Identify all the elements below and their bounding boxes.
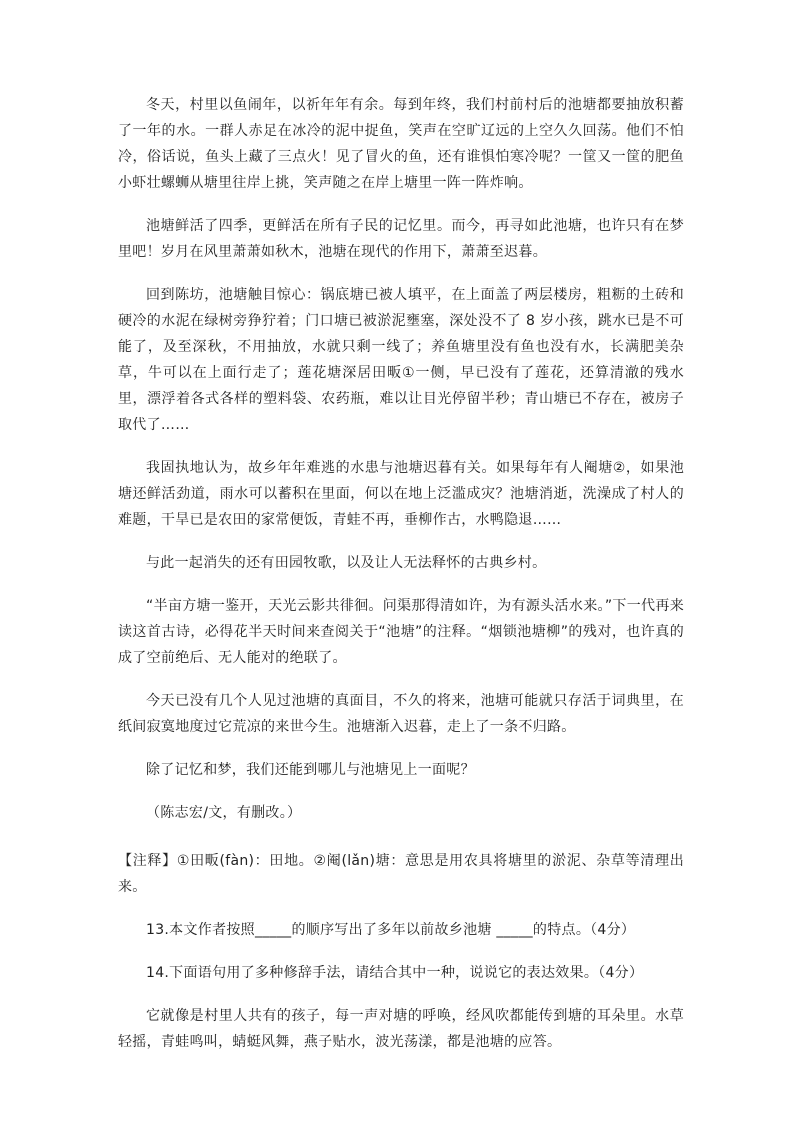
paragraph-return-to-chenfang: 回到陈坊，池塘触目惊心：锅底塘已被人填平，在上面盖了两层楼房，粗粝的土砖和硬冷的水泥在绿树旁狰狞着；门口塘已被淤泥壅塞，深处没不了 8 岁小孩，跳水已是不可能了，及至深秋，不用抽放，水就只剩一线了；养鱼塘里没有鱼也没有水，长满肥美杂草，牛可以在上面行走了；莲花塘深居田畈①一侧，早已没有了莲花，还算清澈的残水里，漂浮着各式各样的塑料袋、农药瓶，难以让目光停留半秒；青山塘已不存在，被房子取代了…… (118, 287, 684, 433)
paragraph-pond-memory: 池塘鲜活了四季，更鲜活在所有子民的记忆里。而今，再寻如此池塘，也许只有在梦里吧！岁月在风里萧萧如秋木，池塘在现代的作用下，萧萧至迟暮。 (118, 218, 684, 260)
quoted-passage: 它就像是村里人共有的孩子，每一声对塘的呼唤，经风吹都能传到塘的耳朵里。水草轻摇，青蛙鸣叫，蜻蜓风舞，燕子贴水，波光荡漾，都是池塘的应答。 (118, 1008, 684, 1050)
question-13: 13.本文作者按照_____的顺序写出了多年以前故乡池塘 _____的特点。（4分） (146, 922, 636, 938)
paragraph-winter-fishing: 冬天，村里以鱼闹年，以祈年年有余。每到年终，我们村前村后的池塘都要抽放积蓄了一年的水。一群人赤足在冰冷的泥中捉鱼，笑声在空旷辽远的上空久久回荡。他们不怕冷，俗话说，鱼头上藏了三点火！见了冒火的鱼，还有谁惧怕寒冷呢？一筐又一筐的肥鱼小虾壮螺蛳从塘里往岸上挑，笑声随之在岸上塘里一阵一阵炸响。 (118, 97, 684, 191)
footnote-annotation: 【注释】①田畈(fàn)：田地。②阉(lǎn)塘：意思是用农具将塘里的淤泥、杂草等清理出来。 (118, 853, 684, 895)
paragraph-closing-question: 除了记忆和梦，我们还能到哪儿与池塘见上一面呢？ (146, 762, 475, 778)
paragraph-lost-pastoral: 与此一起消失的还有田园牧歌，以及让人无法释怀的古典乡村。 (146, 555, 547, 571)
document-body (118, 92, 684, 1072)
question-14: 14.下面语句用了多种修辞手法，请结合其中一种，说说它的表达效果。（4分） (146, 965, 644, 981)
author-attribution: （陈志宏/文，有删改。） (146, 805, 302, 821)
paragraph-floods: 我固执地认为，故乡年年难逃的水患与池塘迟暮有关。如果每年有人阉塘②，如果池塘还鲜活劲道，雨水可以蓄积在里面，何以在地上泛滥成灾？池塘消逝，洗澡成了村人的难题，干旱已是农田的家常便饭，青蛙不再，垂柳作古，水鸭隐退…… (118, 460, 684, 528)
paragraph-pond-fading: 今天已没有几个人见过池塘的真面目，不久的将来，池塘可能就只存活于词典里，在纸间寂寞地度过它荒凉的来世今生。池塘渐入迟暮，走上了一条不归路。 (118, 693, 684, 735)
paragraph-ancient-poem: “半亩方塘一鉴开，天光云影共徘徊。问渠那得清如许，为有源头活水来。”下一代再来读这首古诗，必得花半天时间来查阅关于“池塘”的注释。“烟锁池塘柳”的残对，也许真的成了空前绝后、无人能对的绝联了。 (118, 598, 684, 666)
